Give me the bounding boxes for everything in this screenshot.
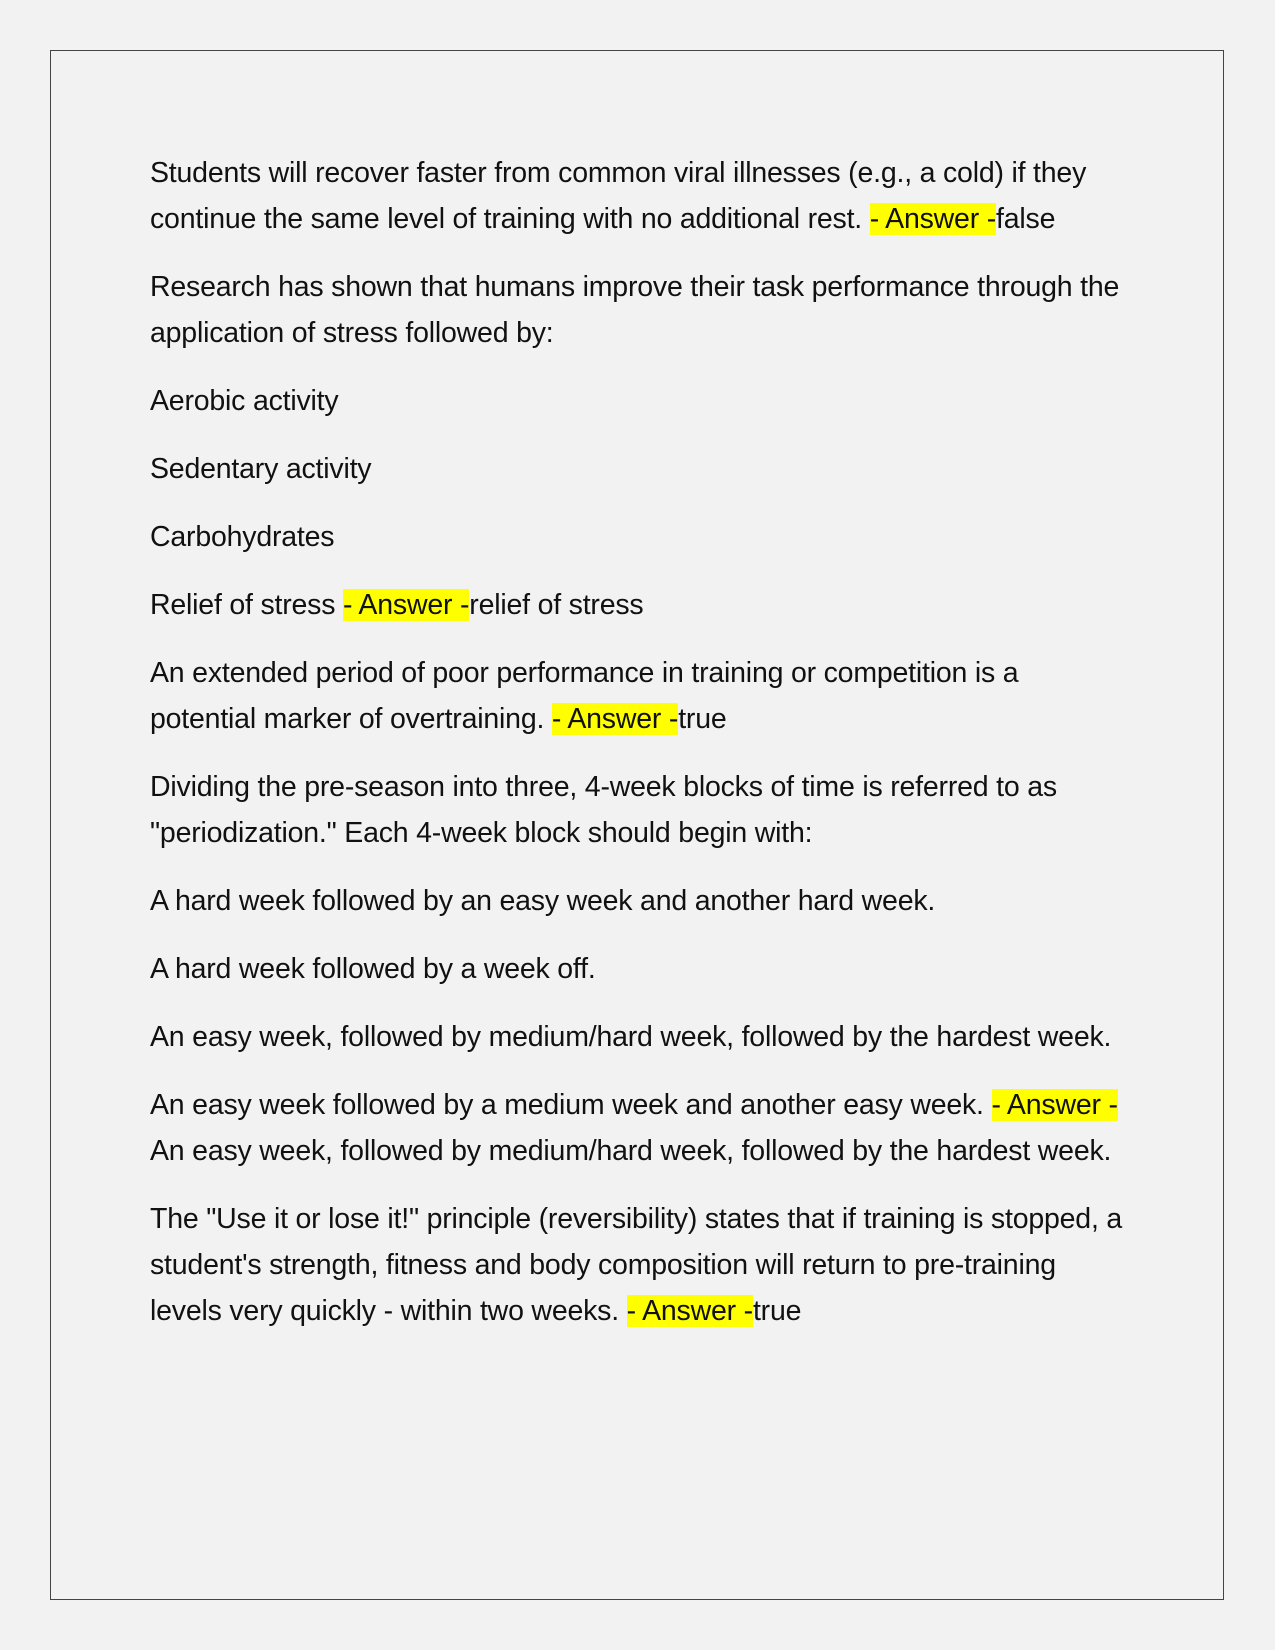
answer-marker: - Answer - (551, 703, 679, 735)
option-text: A hard week followed by an easy week and another hard week. (150, 885, 936, 917)
answer-marker: - Answer - (626, 1295, 753, 1327)
option (150, 378, 1125, 424)
option-text: Aerobic activity (150, 385, 339, 417)
option (150, 1014, 1125, 1060)
question-4 (150, 764, 1125, 856)
option-text: An easy week, followed by medium/hard week, followed by the hardest week. (150, 1021, 1112, 1053)
option (150, 514, 1125, 560)
option-text: An easy week followed by a medium week and another easy week. (150, 1089, 992, 1121)
answer-marker: - Answer - (343, 589, 470, 621)
document-body (150, 150, 1125, 1356)
question-5 (150, 1196, 1125, 1334)
question-3 (150, 650, 1125, 742)
answer-text: true (752, 1295, 802, 1327)
question-text: Dividing the pre-season into three, 4-week blocks of time is referred to as "periodization." Each 4-week block should begin with: (150, 771, 1057, 849)
option-text: A hard week followed by a week off. (150, 953, 596, 985)
question-text: Research has shown that humans improve their task performance through the application of stress followed by: (150, 271, 1120, 349)
answer-text: An easy week, followed by medium/hard week, followed by the hardest week. (150, 1135, 1112, 1167)
question-1 (150, 150, 1125, 242)
answer-text: relief of stress (469, 589, 644, 621)
option-text: Sedentary activity (150, 453, 372, 485)
option (150, 446, 1125, 492)
answer-marker: - Answer - (991, 1089, 1118, 1121)
option-with-answer (150, 582, 1125, 628)
answer-marker: - Answer - (869, 203, 997, 235)
question-text: The "Use it or lose it!" principle (reversibility) states that if training is stopped, a student's strength, fitness and body composition will return to pre-training levels very quickly - within two weeks. (150, 1203, 1123, 1327)
option-text: Carbohydrates (150, 521, 335, 553)
option (150, 946, 1125, 992)
answer-text: false (996, 203, 1056, 235)
option (150, 878, 1125, 924)
option-text: Relief of stress (150, 589, 343, 621)
question-text: An extended period of poor performance in training or competition is a potential marker of overtraining. (150, 657, 1019, 735)
question-2 (150, 264, 1125, 356)
question-text: Students will recover faster from common viral illnesses (e.g., a cold) if they continue the same level of training with no additional rest. (150, 157, 1087, 235)
answer-text: true (678, 703, 727, 735)
option-with-answer (150, 1082, 1125, 1174)
